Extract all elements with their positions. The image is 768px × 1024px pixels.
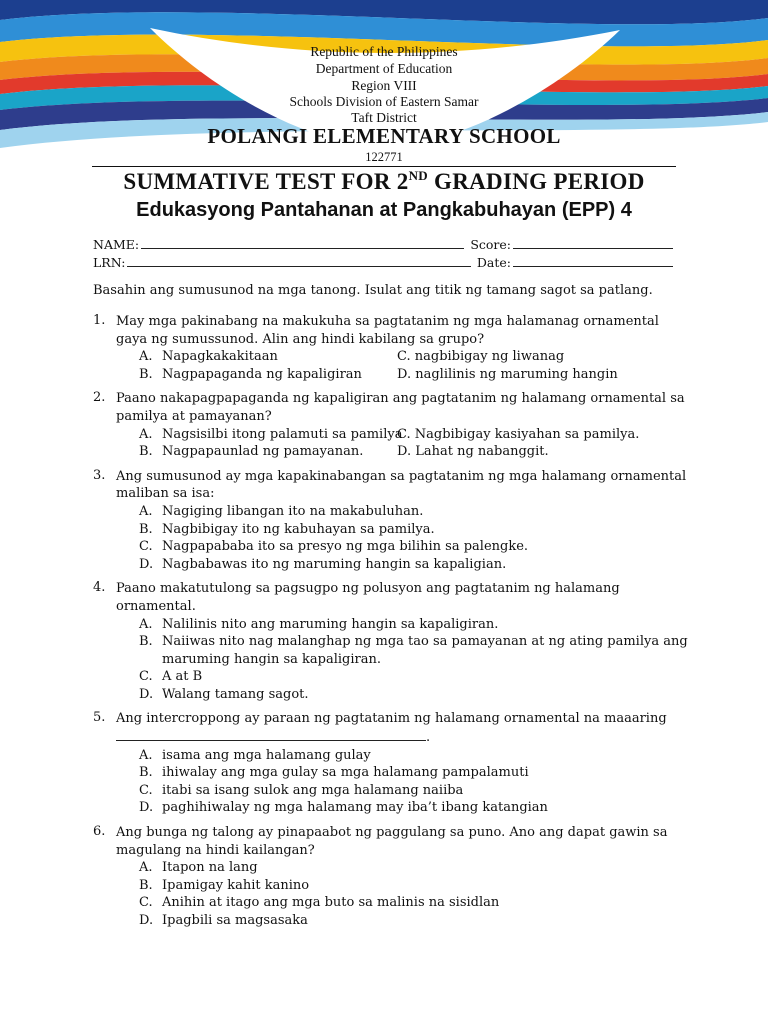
choice-text: paghihiwalay ng mga halamang may iba’t ibang katangian [162,800,548,816]
choice-a [139,503,693,521]
choice-letter: D. [139,913,154,928]
choice-text: Walang tamang sagot. [162,686,309,702]
choice-text: Nagpapababa ito sa presyo ng mga bilihin sa palengke. [162,539,529,555]
choice-text: A at B [162,669,203,685]
question-list [93,313,693,937]
choices [116,747,693,817]
header-republic: Republic of the Philippines [310,44,458,59]
choice-text: Napagkakakitaan [162,349,278,365]
subject-title: Edukasyong Pantahanan at Pangkabuhayan (EPP) 4 [136,199,632,221]
name-blank[interactable] [141,237,464,249]
lrn-blank[interactable] [127,255,470,267]
choice-d [397,443,693,461]
test-title-superscript: ND [408,168,428,183]
question-text: Ang intercroppong ay paraan ng pagtatanim ng halamang ornamental na maaaring [116,711,667,727]
choice-text: C. Nagbibigay kasiyahan sa pamilya. [397,426,640,442]
question-number: 3. [93,467,106,483]
name-score-row [93,236,673,254]
date-blank[interactable] [513,255,673,267]
question-text: May mga pakinabang na makukuha sa pagtatanim ng mga halamanag ornamental gaya ng sumussunod. Alin ang hindi kabilang sa grupo? [116,314,659,347]
choice-letter: D. [139,686,154,702]
question-text-wrap [116,710,693,746]
answer-blank[interactable] [116,728,426,741]
choice-text: Nagiging libangan ito na makabuluhan. [162,503,424,519]
choice-b [139,633,693,668]
choice-a [139,426,403,444]
choices [116,503,693,573]
choice-text: Itapon na lang [162,860,258,876]
question-text: Paano nakapagpapaganda ng kapaligiran ang pagtatanim ng halamang ornamental sa pamilya at pamayanan? [116,391,685,424]
choice-b [139,366,397,384]
choice-letter: A. [139,426,153,442]
choice-text: itabi sa isang sulok ang mga halamang naiiba [162,782,464,798]
choice-letter: A. [139,747,153,763]
question-number: 6. [93,824,106,840]
choice-text: Anihin at itago ang mga buto sa malinis na sisidlan [162,895,500,911]
test-title-text: SUMMATIVE TEST FOR 2 [123,169,409,194]
choice-c [139,668,693,686]
choice-a [139,616,693,634]
choice-letter: B. [139,444,153,460]
choice-text: isama ang mga halamang gulay [162,747,371,763]
choice-b [139,764,693,782]
choice-text: ihiwalay ang mga gulay sa mga halamang pampalamuti [162,765,529,781]
question-text: Paano makatutulong sa pagsugpo ng polusyon ang pagtatanim ng halamang ornamental. [116,581,620,614]
question-5 [93,710,693,817]
choice-b [139,877,693,895]
choice-c [139,782,693,800]
choice-d [139,556,693,574]
choice-letter: B. [139,521,153,537]
question-number: 5. [93,710,106,726]
question-text-end: . [426,730,431,746]
header-department: Department of Education [315,61,453,76]
choice-b [139,443,397,461]
question-2 [93,390,693,460]
choice-a [139,859,693,877]
school-name: POLANGI ELEMENTARY SCHOOL [207,124,561,148]
choice-a [139,348,397,366]
score-blank[interactable] [513,237,673,249]
choice-text: Nagbabawas ito ng maruming hangin sa kapaligian. [162,556,507,572]
student-info-fields [93,236,673,272]
header-region: Region VIII [351,78,417,93]
test-title-text-end: GRADING PERIOD [428,169,645,194]
choice-d [139,912,693,930]
choice-letter: A. [139,860,153,876]
choice-c [139,538,693,556]
choice-letter: A. [139,616,153,632]
choice-text: Ipagbili sa magsasaka [162,913,308,928]
choices [116,348,693,383]
question-text: Ang sumusunod ay mga kapakinabangan sa pagtatanim ng mga halamang ornamental maliban sa isa: [116,468,687,502]
choice-text: Nalilinis nito ang maruming hangin sa kapaligiran. [162,616,499,632]
choice-text: Naiiwas nito nag malanghap ng mga tao sa pamayanan at ng ating pamilya ang maruming hangin sa kapaligiran. [162,634,688,667]
choice-letter: D. [139,800,154,816]
date-label: Date: [476,255,511,270]
question-6 [93,824,693,930]
choices [116,426,693,461]
choice-d [139,799,693,817]
choice-d [139,686,693,704]
choice-b [139,521,693,539]
lrn-label: LRN: [93,255,126,270]
header-division: Schools Division of Eastern Samar [289,94,479,109]
choice-text: Nagpapaganda ng kapaligiran [162,366,362,382]
choice-a [139,747,693,765]
choice-c [397,426,693,444]
question-number: 1. [93,313,106,328]
lrn-date-row [93,254,673,272]
choice-letter: B. [139,765,153,781]
choice-text: C. nagbibigay ng liwanag [397,349,565,365]
choice-c [397,348,693,366]
school-id: 122771 [365,150,403,164]
choice-letter: B. [139,366,153,382]
choice-text: Nagpapaunlad ng pamayanan. [162,444,364,460]
choices [116,859,693,929]
test-title [0,168,768,195]
question-3 [93,468,693,574]
question-1 [93,313,693,383]
choice-letter: A. [139,503,153,519]
choice-letter: C. [139,669,153,685]
header-district: Taft District [351,110,417,125]
choice-letter: B. [139,877,153,893]
choice-text: Nagsisilbi itong palamuti sa pamilya [162,426,403,442]
choice-c [139,894,693,912]
header-divider [92,166,676,167]
choice-text: Ipamigay kahit kanino [162,877,310,893]
choice-d [397,366,693,384]
question-4 [93,580,693,703]
choice-letter: C. [139,782,153,798]
choice-letter: C. [139,895,153,911]
question-number: 4. [93,580,106,596]
choice-text: D. Lahat ng nabanggit. [397,444,549,460]
score-label: Score: [470,237,511,252]
choice-text: D. naglilinis ng maruming hangin [397,366,618,382]
question-text: Ang bunga ng talong ay pinapaabot ng paggulang sa puno. Ano ang dapat gawin sa magulang na hindi kailangan? [116,825,668,858]
name-label: NAME: [93,237,140,252]
choice-text: Nagbibigay ito ng kabuhayan sa pamilya. [162,521,435,537]
instructions: Basahin ang sumusunod na mga tanong. Isulat ang titik ng tamang sagot sa patlang. [93,283,653,298]
choice-letter: A. [139,349,153,365]
question-number: 2. [93,390,106,406]
choice-letter: D. [139,556,154,572]
choice-letter: B. [139,634,153,650]
choices [116,616,693,704]
choice-letter: C. [139,539,153,555]
